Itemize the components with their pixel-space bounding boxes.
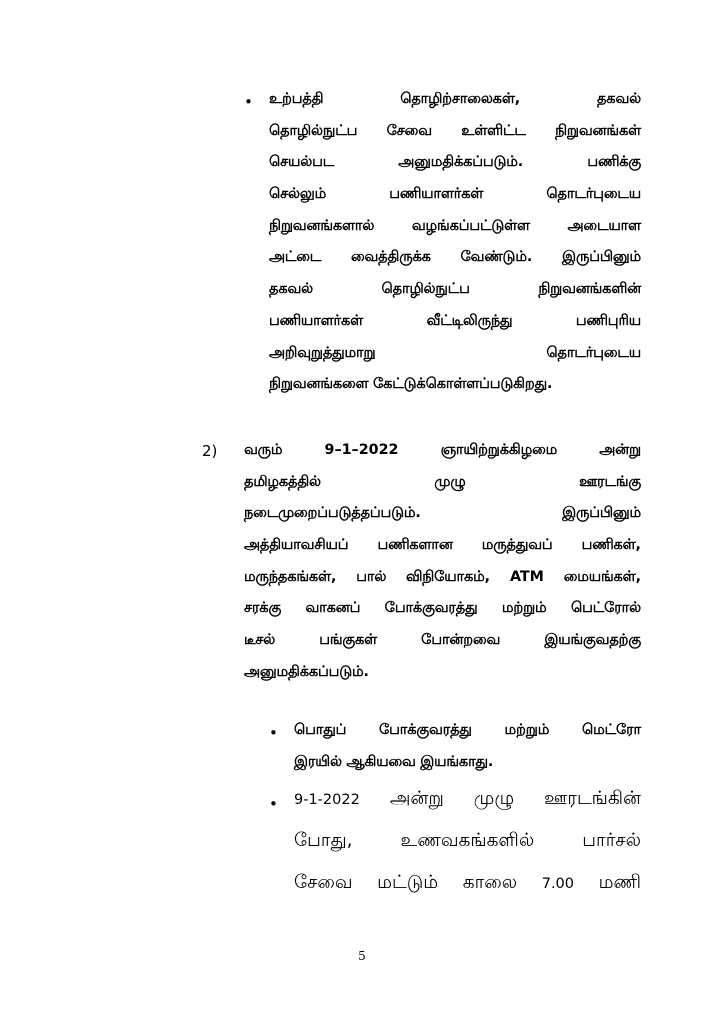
- sub-bullet-2-text: [294, 788, 641, 895]
- text-line: சேவை மட்டும் காலை 7.00 மணி: [294, 872, 641, 893]
- text-line: நிறுவனங்களை கேட்டுக்கொள்ளப்படுகிறது.: [269, 376, 553, 393]
- text-line: நடைமுறைப்படுத்தப்படும். இருப்பினும்: [244, 505, 641, 522]
- text-line: அத்தியாவசியப் பணிகளான மருத்துவப் பணிகள்,: [244, 537, 641, 554]
- bullet-icon: •: [244, 93, 253, 111]
- text-line: செல்லும் பணியாளர்கள் தொடர்புடைய: [269, 186, 641, 203]
- section-1-text: [269, 91, 641, 394]
- text-line: அனுமதிக்கப்படும்.: [244, 663, 369, 680]
- text-line: போது, உணவகங்களில் பார்சல்: [294, 830, 641, 851]
- text-line: டீசல் பங்குகள் போன்றவை இயங்குவதற்கு: [244, 632, 641, 649]
- text-line: பொதுப் போக்குவரத்து மற்றும் மெட்ரோ: [294, 722, 641, 738]
- text-line: 9-1-2022 அன்று முழு ஊரடங்கின்: [294, 788, 641, 809]
- list-number: 2): [202, 442, 218, 460]
- text-line: இரயில் ஆகியவை இயங்காது.: [294, 753, 494, 770]
- text-line: வரும் 9–1–2022 ஞாயிற்றுக்கிழமை அன்று: [244, 442, 641, 458]
- page-number: 5: [358, 949, 366, 963]
- text-line: தமிழகத்தில் முழு ஊரடங்கு: [244, 473, 641, 490]
- bullet-icon: •: [269, 795, 278, 813]
- text-line: சரக்கு வாகனப் போக்குவரத்து மற்றும் பெட்ரோல்: [244, 600, 641, 617]
- text-line: நிறுவனங்களால் வழங்கப்பட்டுள்ள அடையாள: [269, 217, 641, 234]
- section-2-text: [244, 442, 641, 682]
- sub-bullet-1-text: [294, 722, 641, 772]
- date-text: 9-1-2022: [294, 792, 360, 808]
- text-line: பணியாளர்கள் வீட்டிலிருந்து பணிபுரிய: [269, 312, 641, 329]
- bullet-icon: •: [269, 724, 278, 742]
- text-line: உற்பத்தி தொழிற்சாலைகள், தகவல்: [269, 91, 641, 107]
- text-line: தொழில்நுட்ப சேவை உள்ளிட்ட நிறுவனங்கள்: [269, 122, 641, 139]
- text-line: அட்டை வைத்திருக்க வேண்டும். இருப்பினும்: [269, 249, 641, 266]
- text-line: செயல்பட அனுமதிக்கப்படும். பணிக்கு: [269, 154, 641, 171]
- text-line: மருந்தகங்கள், பால் விநியோகம், ATM மையங்கள்,: [244, 568, 641, 585]
- text-line: அறிவுறுத்துமாறு தொடர்புடைய: [269, 344, 641, 361]
- text-line: தகவல் தொழில்நுட்ப நிறுவனங்களின்: [269, 281, 641, 298]
